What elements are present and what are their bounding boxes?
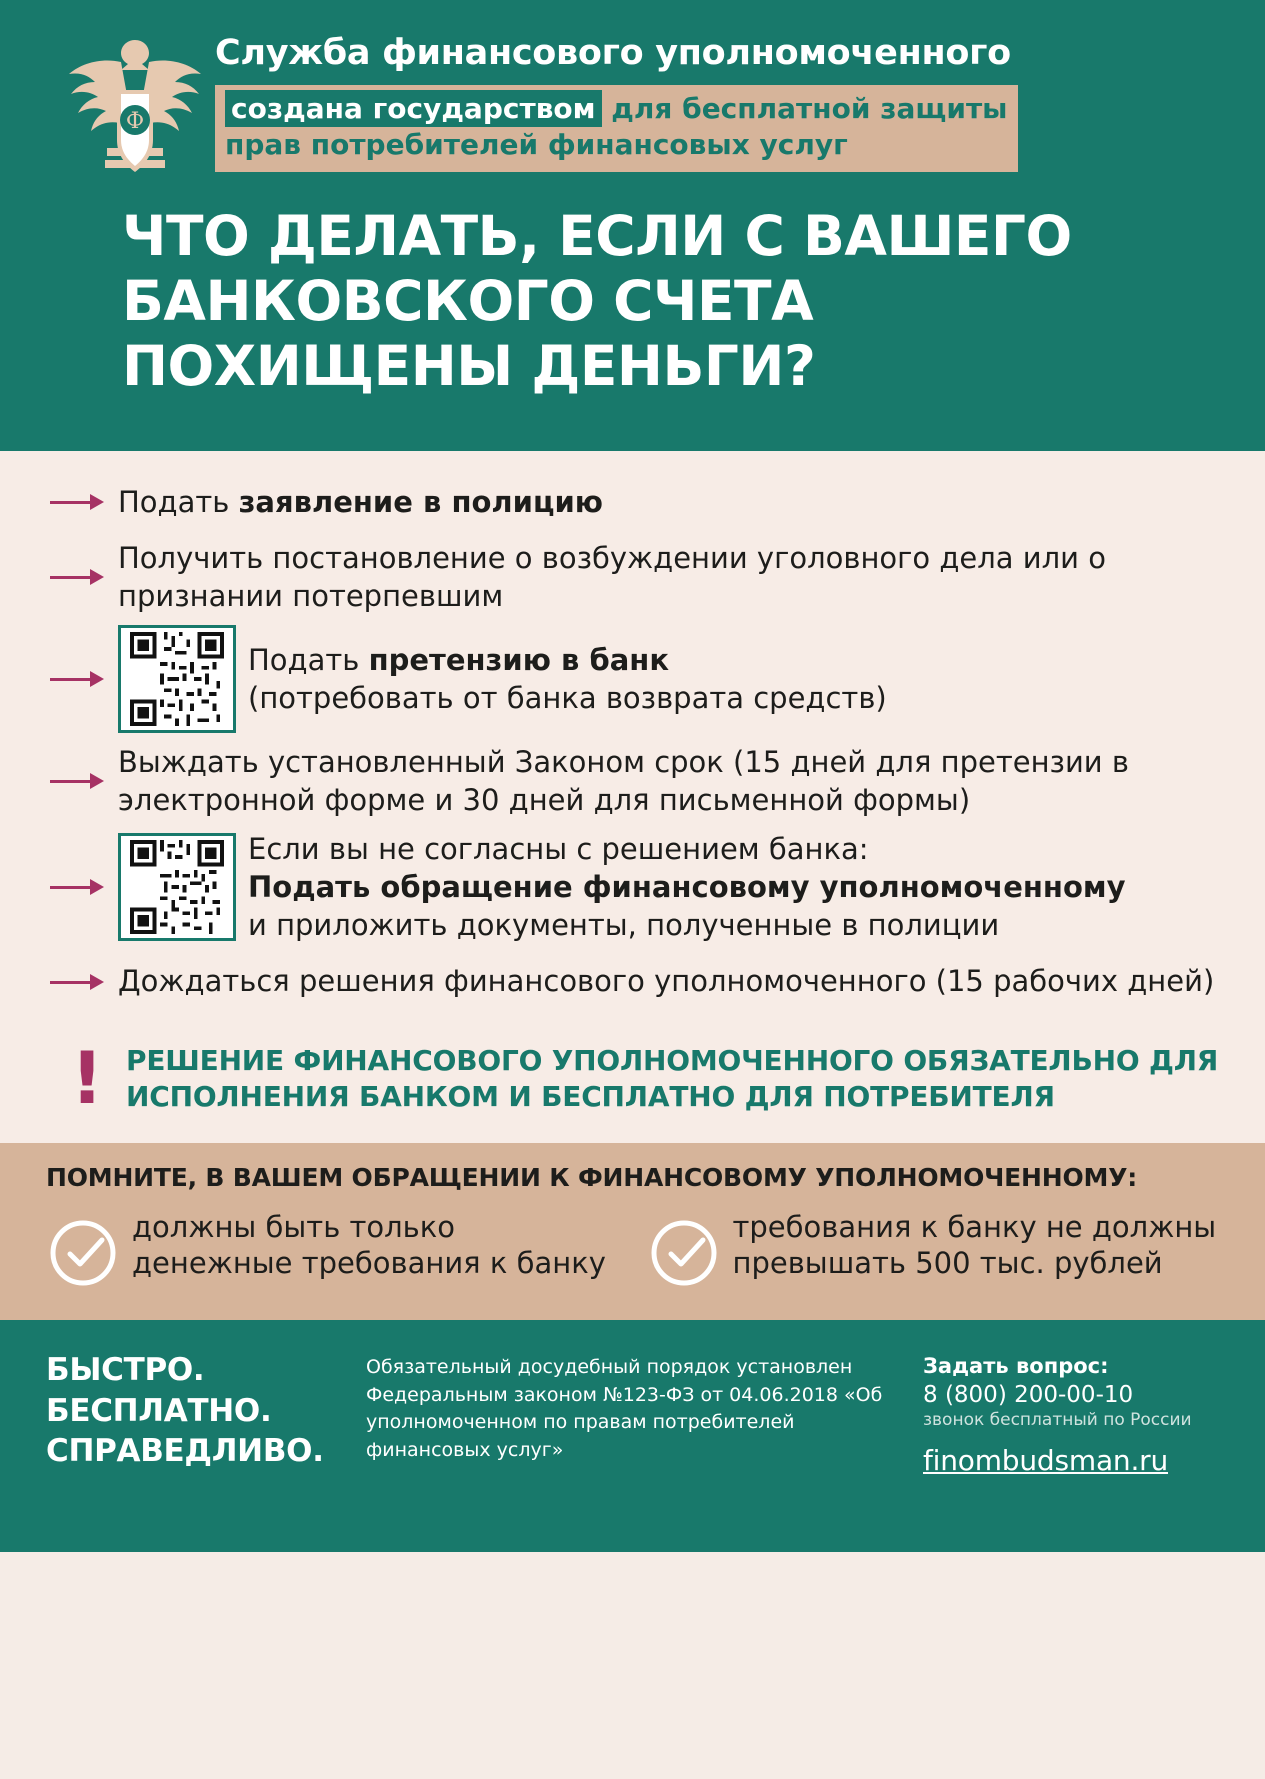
step-text [248,830,1225,945]
brand-title: Служба финансового уполномоченного [215,33,1011,73]
step-text-bold: претензию в банк [368,642,669,677]
footer [0,1320,1265,1552]
exclamation-icon: ! [70,1036,104,1121]
list-item [40,830,1225,945]
arrow-icon [40,967,118,997]
steps-list [0,451,1265,1029]
step-text-plain: Если вы не согласны с решением банка: [248,831,869,866]
step-text: Дождаться решения финансового уполномоченного (15 рабочих дней) [118,964,1215,999]
step-text: Выждать установленный Законом срок (15 дней для претензии в электронной форме и 30 дней для письменной формы) [118,745,1129,818]
step-text [118,483,1225,521]
phone-number[interactable]: 8 (800) 200-00-10 [923,1382,1134,1409]
brand-subtitle-line2: прав потребителей финансовых услуг [225,128,848,162]
brand-subtitle-rest: для бесплатной защиты [611,91,1008,125]
svg-text:Ф: Ф [125,109,145,134]
phone-note: звонок бесплатный по России [923,1410,1192,1431]
page-title: ЧТО ДЕЛАТЬ, ЕСЛИ С ВАШЕГО БАНКОВСКОГО СЧЕТА ПОХИЩЕНЫ ДЕНЬГИ? [122,204,1072,398]
list-item [40,625,1225,733]
step-text-after: и приложить документы, полученные в полиции [248,908,1000,943]
step-text: Получить постановление о возбуждении уголовного дела или о признании потерпевшим [118,540,1106,613]
callout [0,1029,1265,1144]
arrow-icon [40,562,118,592]
header [0,0,1265,451]
arrow-icon [40,872,118,902]
ask-label: Задать вопрос: [923,1354,1109,1379]
remember-items [46,1208,1225,1294]
step-text-bold: заявление в полицию [238,484,603,519]
qr-code-bank-claim[interactable] [118,625,236,733]
qr-code-ombudsman-appeal[interactable] [118,833,236,941]
legal-text: Обязательный досудебный порядок установлен Федеральным законом №123-ФЗ от 04.06.2018 «Об уполномоченном по правам потребителей финансовых услуг» [366,1356,883,1461]
step-text [248,641,1225,718]
list-item [46,1208,625,1294]
brand-subtitle [215,85,1018,173]
remember-title: ПОМНИТЕ, В ВАШЕМ ОБРАЩЕНИИ К ФИНАНСОВОМУ УПОЛНОМОЧЕННОМУ: [46,1163,1138,1193]
arrow-icon [40,766,118,796]
list-item [647,1208,1226,1294]
remember-band [0,1143,1265,1320]
callout-text: РЕШЕНИЕ ФИНАНСОВОГО УПОЛНОМОЧЕННОГО ОБЯЗАТЕЛЬНО ДЛЯ ИСПОЛНЕНИЯ БАНКОМ И БЕСПЛАТНО ДЛЯ ПОТРЕБИТЕЛЯ [126,1043,1219,1113]
list-item [40,475,1225,529]
double-headed-eagle-emblem [55,28,215,178]
step-text-plain: Подать [248,642,369,677]
check-circle-icon [46,1208,132,1294]
check-circle-icon [647,1208,733,1294]
brand-subtitle-highlight: создана государством [225,90,602,127]
step-text-after: (потребовать от банка возврата средств) [248,681,887,716]
remember-item-text: требования к банку не должны превышать 500 тыс. рублей [732,1210,1217,1280]
arrow-icon [40,664,118,694]
step-text-bold: Подать обращение финансовому уполномоченному [248,870,1126,904]
slogan: БЫСТРО. БЕСПЛАТНО. СПРАВЕДЛИВО. [46,1352,324,1469]
list-item [40,539,1225,616]
contact-block [923,1350,1223,1552]
brand-text [215,28,1239,172]
step-text-plain: Подать [118,484,239,519]
brand-row [0,28,1265,178]
remember-item-text: должны быть только денежные требования к банку [132,1210,606,1280]
arrow-icon [40,487,118,517]
list-item [40,743,1225,820]
website-link[interactable]: finombudsman.ru [923,1444,1169,1478]
list-item [40,955,1225,1009]
